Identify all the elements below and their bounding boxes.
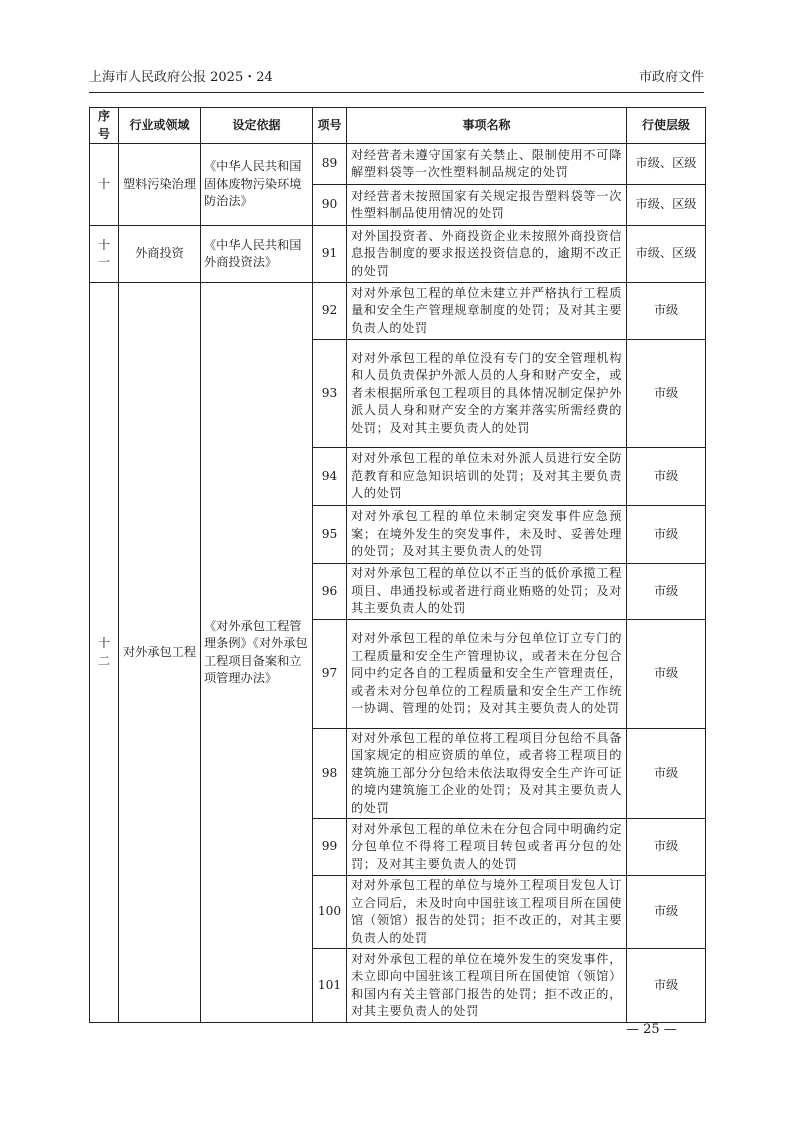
group-field: 对外承包工程 [119, 283, 201, 1023]
item-number: 93 [313, 340, 347, 448]
item-level: 市级、区级 [627, 226, 706, 283]
column-header: 项号 [313, 108, 347, 144]
item-level: 市级 [627, 506, 706, 564]
item-level: 市级 [627, 564, 706, 620]
item-name: 对对外承包工程的单位未在分包合同中明确约定分包单位不得将工程项目转包或者再分包的处罚；及对其主要负责人的处罚 [347, 819, 627, 876]
column-header: 行使层级 [627, 108, 706, 144]
column-header: 事项名称 [347, 108, 627, 144]
item-number: 100 [313, 876, 347, 949]
group-seq: 十二 [90, 283, 119, 1023]
table-row [90, 144, 706, 185]
group-basis: 《对外承包工程管理条例》《对外承包工程项目备案和立项管理办法》 [201, 283, 313, 1023]
item-number: 96 [313, 564, 347, 620]
group-basis: 《中华人民共和国外商投资法》 [201, 226, 313, 283]
item-number: 101 [313, 949, 347, 1023]
item-level: 市级 [627, 819, 706, 876]
column-header: 行业或领域 [119, 108, 201, 144]
item-name: 对对外承包工程的单位将工程项目分包给不具备国家规定的相应资质的单位，或者将工程项目的建筑施工部分分包给未依法取得安全生产许可证的境内建筑施工企业的处罚；及对其主要负责人的处罚 [347, 729, 627, 819]
penalty-items-table [89, 107, 706, 1023]
header-divider [89, 92, 704, 93]
item-name: 对经营者未遵守国家有关禁止、限制使用不可降解塑料袋等一次性塑料制品规定的处罚 [347, 144, 627, 185]
group-seq: 十 [90, 144, 119, 226]
item-name: 对对外承包工程的单位以不正当的低价承揽工程项目、串通投标或者进行商业贿赂的处罚；及对其主要负责人的处罚 [347, 564, 627, 620]
page-header [89, 66, 704, 85]
item-number: 89 [313, 144, 347, 185]
item-number: 98 [313, 729, 347, 819]
column-header: 序号 [90, 108, 119, 144]
publication-title: 上海市人民政府公报 2025・24 [89, 70, 273, 85]
item-number: 97 [313, 620, 347, 729]
item-name: 对外国投资者、外商投资企业未按照外商投资信息报告制度的要求报送投资信息的，逾期不改正的处罚 [347, 226, 627, 283]
page-number: — 25 — [626, 1022, 677, 1037]
item-name: 对对外承包工程的单位未对外派人员进行安全防范教育和应急知识培训的处罚；及对其主要负责人的处罚 [347, 448, 627, 506]
item-name: 对对外承包工程的单位未制定突发事件应急预案；在境外发生的突发事件，未及时、妥善处理的处罚；及对其主要负责人的处罚 [347, 506, 627, 564]
group-basis: 《中华人民共和国固体废物污染环境防治法》 [201, 144, 313, 226]
group-field: 塑料污染治理 [119, 144, 201, 226]
item-level: 市级、区级 [627, 185, 706, 226]
group-seq: 十一 [90, 226, 119, 283]
item-name: 对对外承包工程的单位未与分包单位订立专门的工程质量和安全生产管理协议，或者未在分包合同中约定各自的工程质量和安全生产管理责任，或者未对分包单位的工程质量和安全生产工作统一协调、管理的处罚；及对其主要负责人的处罚 [347, 620, 627, 729]
item-name: 对对外承包工程的单位在境外发生的突发事件，未立即向中国驻该工程项目所在国使馆（领馆）和国内有关主管部门报告的处罚；拒不改正的，对其主要负责人的处罚 [347, 949, 627, 1023]
item-level: 市级 [627, 283, 706, 340]
table-row [90, 226, 706, 283]
group-field: 外商投资 [119, 226, 201, 283]
item-name: 对对外承包工程的单位与境外工程项目发包人订立合同后，未及时向中国驻该工程项目所在国使馆（领馆）报告的处罚；拒不改正的，对其主要负责人的处罚 [347, 876, 627, 949]
item-level: 市级 [627, 340, 706, 448]
item-name: 对对外承包工程的单位没有专门的安全管理机构和人员负责保护外派人员的人身和财产安全，或者未根据所承包工程项目的具体情况制定保护外派人员人身和财产安全的方案并落实所需经费的处罚；及对其主要负责人的处罚 [347, 340, 627, 448]
item-number: 95 [313, 506, 347, 564]
item-number: 99 [313, 819, 347, 876]
item-level: 市级 [627, 949, 706, 1023]
item-number: 91 [313, 226, 347, 283]
table-header-row [90, 108, 706, 144]
item-number: 90 [313, 185, 347, 226]
item-number: 92 [313, 283, 347, 340]
item-level: 市级 [627, 620, 706, 729]
item-level: 市级 [627, 876, 706, 949]
item-number: 94 [313, 448, 347, 506]
item-name: 对对外承包工程的单位未建立并严格执行工程质量和安全生产管理规章制度的处罚；及对其主要负责人的处罚 [347, 283, 627, 340]
column-header: 设定依据 [201, 108, 313, 144]
section-title: 市政府文件 [638, 70, 704, 85]
item-level: 市级 [627, 729, 706, 819]
item-level: 市级 [627, 448, 706, 506]
table-row [90, 283, 706, 340]
item-name: 对经营者未按照国家有关规定报告塑料袋等一次性塑料制品使用情况的处罚 [347, 185, 627, 226]
item-level: 市级、区级 [627, 144, 706, 185]
